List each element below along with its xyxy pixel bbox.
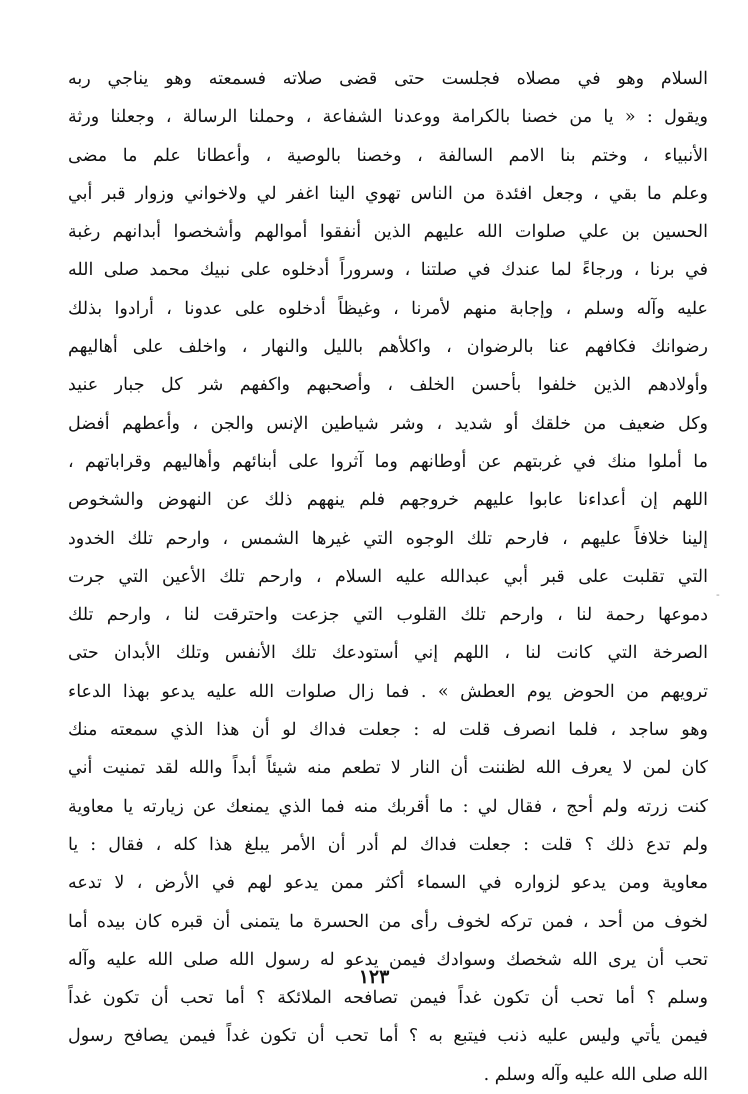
text-line: كنت زرته ولم أحج ، فقال لي : ما أقربك منه فما الذي يمنعك عن زيارته يا معاوية bbox=[68, 796, 708, 817]
text-line: عليه وآله وسلم ، وإجابة منهم لأمرنا ، وغيظاً أدخلوه على عدونا ، أرادوا بذلك bbox=[68, 298, 708, 319]
text-line: وسلم ؟ أما تحب أن تكون غداً فيمن تصافحه الملائكة ؟ أما تحب أن تكون غداً bbox=[68, 988, 708, 1009]
text-line: ولم تدع ذلك ؟ قلت : جعلت فداك لم أدر أن الأمر يبلغ هذا كله ، فقال : يا bbox=[68, 834, 708, 855]
text-line: الصرخة التي كانت لنا ، اللهم إني أستودعك تلك الأنفس وتلك الأبدان حتى bbox=[68, 643, 708, 664]
text-line: فيمن يأتي وليس عليه ذنب فيتبع به ؟ أما تحب أن تكون غداً فيمن يصافح رسول bbox=[68, 1026, 708, 1047]
text-line: التي تقلبت على قبر أبي عبدالله عليه السلام ، وارحم تلك الأعين التي جرت bbox=[68, 566, 708, 587]
text-line: ترويهم من الحوض يوم العطش » . فما زال صلوات الله عليه يدعو بهذا الدعاء bbox=[68, 681, 708, 702]
text-line: وعلم ما بقي ، وجعل افئدة من الناس تهوي الينا اغفر لي ولاخواني وزوار قبر أبي bbox=[68, 183, 708, 204]
text-line: اللهم إن أعداءنا عابوا عليهم خروجهم فلم ينههم ذلك عن النهوض والشخوص bbox=[68, 490, 708, 511]
text-line: ويقول : « يا من خصنا بالكرامة ووعدنا الشفاعة ، وحملنا الرسالة ، وجعلنا ورثة bbox=[68, 107, 708, 128]
text-line: الله صلى الله عليه وآله وسلم . bbox=[483, 1064, 708, 1085]
text-line: الأنبياء ، وختم بنا الامم السالفة ، وخصنا بالوصية ، وأعطانا علم ما مضى bbox=[68, 145, 708, 166]
text-line: كان لمن لا يعرف الله لظننت أن النار لا تطعم منه شيئاً أبداً والله لقد تمنيت أني bbox=[68, 758, 708, 779]
text-line: إلينا خلافاً عليهم ، فارحم تلك الوجوه التي غيرها الشمس ، وارحم تلك الخدود bbox=[68, 528, 708, 549]
page-number: ١٢٣ bbox=[358, 966, 390, 988]
text-line: وكل ضعيف من خلقك أو شديد ، وشر شياطين الإنس والجن ، وأعطهم أفضل bbox=[68, 413, 708, 434]
body-text bbox=[68, 60, 708, 1094]
text-line: وأولادهم الذين خلفوا بأحسن الخلف ، وأصحبهم واكفهم شر كل جبار عنيد bbox=[68, 375, 708, 396]
text-line: في برنا ، ورجاءً لما عندك في صلتنا ، وسروراً أدخلوه على نبيك محمد صلى الله bbox=[68, 260, 708, 281]
text-line: ما أملوا منك في غربتهم عن أوطانهم وما آثروا على أبنائهم وأهاليهم وقراباتهم ، bbox=[68, 451, 708, 472]
text-line: السلام وهو في مصلاه فجلست حتى قضى صلاته فسمعته وهو يناجي ربه bbox=[68, 69, 708, 89]
text-line: تحب أن يرى الله شخصك وسوادك فيمن يدعو له رسول الله صلى الله عليه وآله bbox=[68, 949, 708, 970]
scan-artifact: - bbox=[716, 588, 720, 601]
text-line: الحسين بن علي صلوات الله عليهم الذين أنفقوا أموالهم وأشخصوا أبدانهم رغبة bbox=[68, 222, 708, 243]
text-line: دموعها رحمة لنا ، وارحم تلك القلوب التي جزعت واحترقت لنا ، وارحم تلك bbox=[68, 605, 708, 626]
text-line: رضوانك فكافهم عنا بالرضوان ، واكلأهم بالليل والنهار ، واخلف على أهاليهم bbox=[68, 337, 708, 358]
text-line: لخوف من أحد ، فمن تركه لخوف رأى من الحسرة ما يتمنى أن قبره كان بيده أما bbox=[68, 911, 708, 932]
text-line: وهو ساجد ، فلما انصرف قلت له : جعلت فداك لو أن هذا الذي سمعته منك bbox=[68, 720, 708, 741]
text-line: معاوية ومن يدعو لزواره في السماء أكثر ممن يدعو لهم في الأرض ، لا تدعه bbox=[68, 873, 708, 894]
